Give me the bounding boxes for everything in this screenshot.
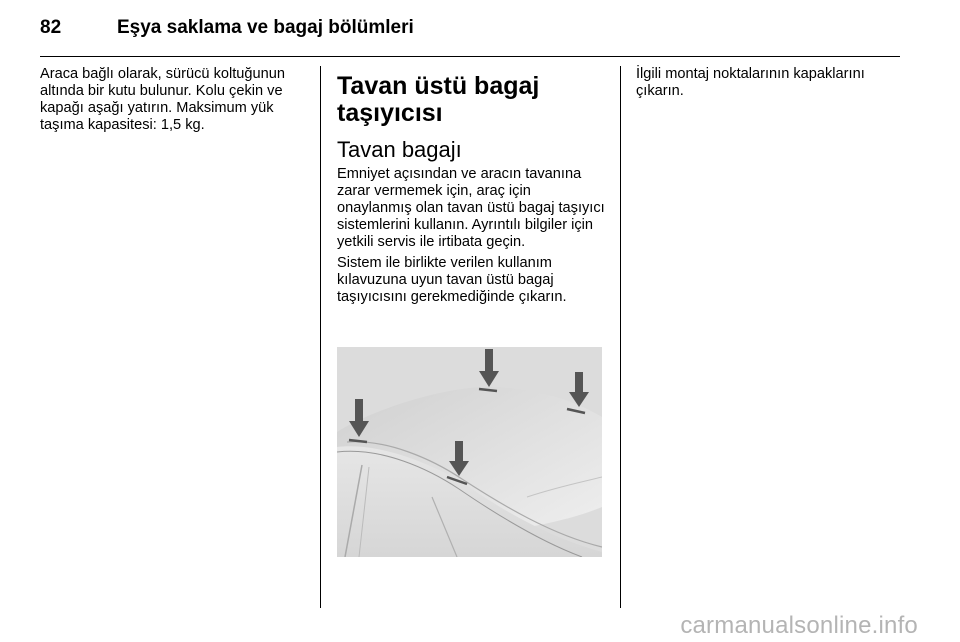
body-paragraph: İlgili montaj noktalarının kapaklarını çıkarın. xyxy=(636,66,865,99)
watermark: carmanualsonline.info xyxy=(680,612,918,639)
page-header xyxy=(0,0,960,60)
section-title: Tavan üstü bagaj taşıyıcısı xyxy=(337,72,540,127)
chapter-title: Eşya saklama ve bagaj bölümleri xyxy=(117,17,414,38)
column-divider xyxy=(620,66,621,608)
column-divider xyxy=(320,66,321,608)
header-rule xyxy=(40,56,900,57)
body-paragraph: Emniyet açısından ve aracın tavanına zarar vermemek için, araç için onaylanmış olan tavan üstü bagaj taşıyıcı sistemlerini kullanın. Ayrıntılı bilgiler için yetkili servis ile irtibata geçin. xyxy=(337,166,605,250)
body-paragraph: Araca bağlı olarak, sürücü koltuğunun altında bir kutu bulunur. Kolu çekin ve kapağı aşağı yatırın. Maksimum yük taşıma kapasitesi: 1,5 kg. xyxy=(40,66,286,133)
page-number: 82 xyxy=(40,17,62,38)
body-paragraph: Sistem ile birlikte verilen kullanım kılavuzuna uyun tavan üstü bagaj taşıyıcısını gerekmediğinde çıkarın. xyxy=(337,255,567,305)
column-left xyxy=(40,66,305,134)
column-right xyxy=(636,66,906,100)
subsection-title: Tavan bagajı xyxy=(337,137,462,162)
roof-rack-mounting-figure xyxy=(337,347,602,557)
roof-mounting-points-illustration xyxy=(337,347,602,557)
column-middle xyxy=(337,66,607,306)
